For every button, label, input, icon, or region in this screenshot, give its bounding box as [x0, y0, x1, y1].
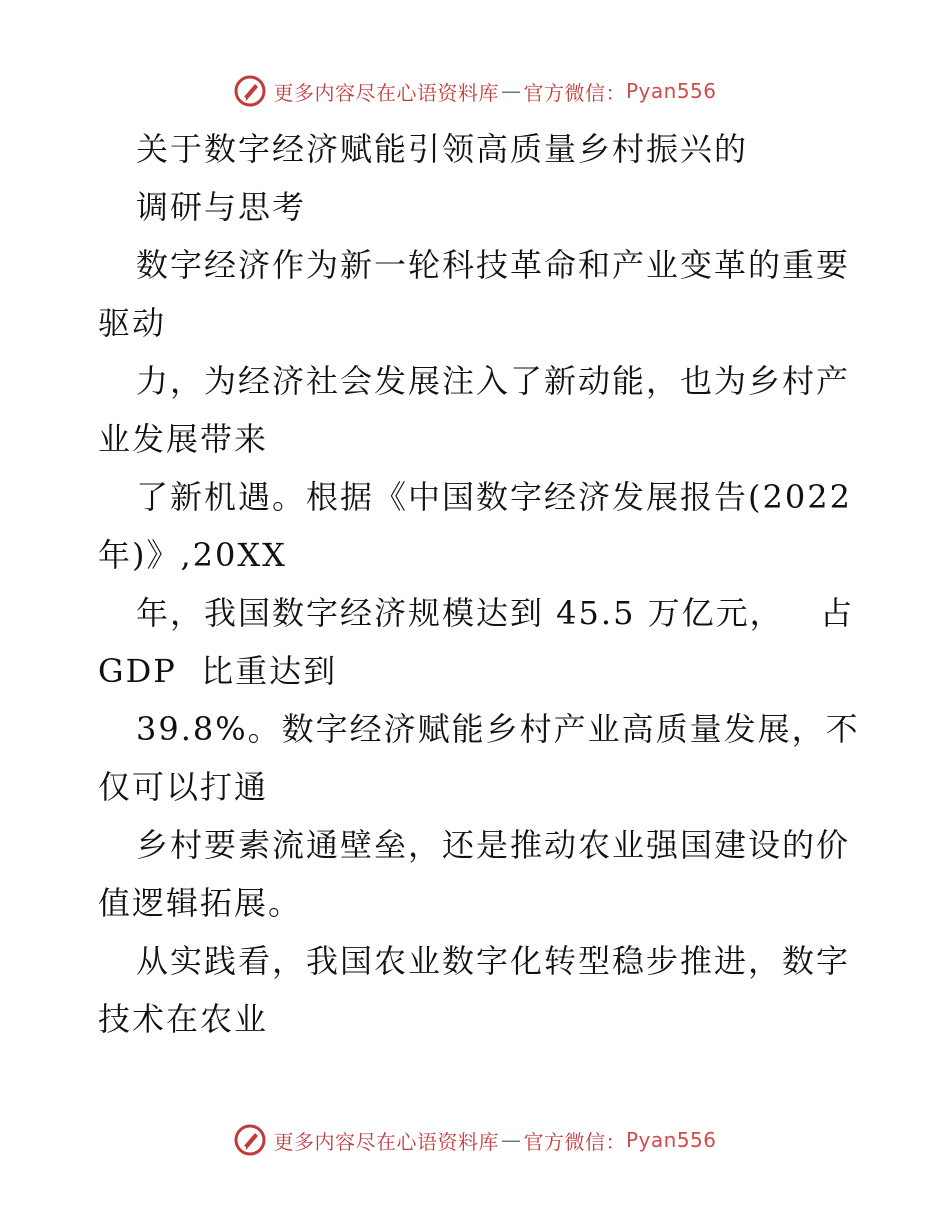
- paragraph-line: 数字经济作为新一轮科技革命和产业变革的重要: [136, 246, 851, 284]
- watermark-wechat-label: 官方微信：: [523, 1129, 626, 1154]
- watermark-main-text: 更多内容尽在心语资料库: [273, 1129, 499, 1154]
- document-title-line-2: 调研与思考: [136, 188, 307, 226]
- paragraph-line: 从实践看，我国农业数字化转型稳步推进，数字: [136, 942, 851, 980]
- watermark-dash: —: [500, 79, 522, 103]
- paragraph-line: 力，为经济社会发展注入了新动能，也为乡村产: [136, 362, 851, 400]
- document-title-line-1: 关于数字经济赋能引领高质量乡村振兴的: [136, 130, 749, 168]
- watermark-wechat-id: Pyan556: [625, 79, 717, 103]
- paragraph-line: 仅可以打通: [98, 768, 269, 806]
- paragraph-line: 了新机遇。根据《中国数字经济发展报告(2022: [136, 478, 852, 516]
- paragraph-line: 年，我国数字经济规模达到 45.5 万亿元， 占: [136, 594, 855, 632]
- brand-logo-icon: [233, 74, 267, 108]
- paragraph-line: 乡村要素流通壁垒，还是推动农业强国建设的价: [136, 826, 851, 864]
- paragraph-line: 值逻辑拓展。: [98, 884, 303, 922]
- paragraph-line: GDP 比重达到: [98, 652, 338, 690]
- paragraph-line: 驱动: [98, 304, 167, 342]
- watermark-wechat-id: Pyan556: [625, 1128, 717, 1152]
- brand-logo-icon: [233, 1123, 267, 1157]
- paragraph-line: 技术在农业: [98, 1000, 269, 1038]
- paragraph-line: 39.8%。数字经济赋能乡村产业高质量发展，不: [136, 710, 860, 748]
- watermark-dash: —: [500, 1128, 522, 1152]
- watermark-main-text: 更多内容尽在心语资料库: [273, 80, 499, 105]
- paragraph-line: 年)》,20XX: [98, 536, 287, 574]
- document-body: [98, 120, 858, 1048]
- watermark-wechat-label: 官方微信：: [523, 80, 626, 105]
- watermark-footer: [0, 1120, 950, 1160]
- paragraph-line: 业发展带来: [98, 420, 269, 458]
- watermark-header: [0, 71, 950, 111]
